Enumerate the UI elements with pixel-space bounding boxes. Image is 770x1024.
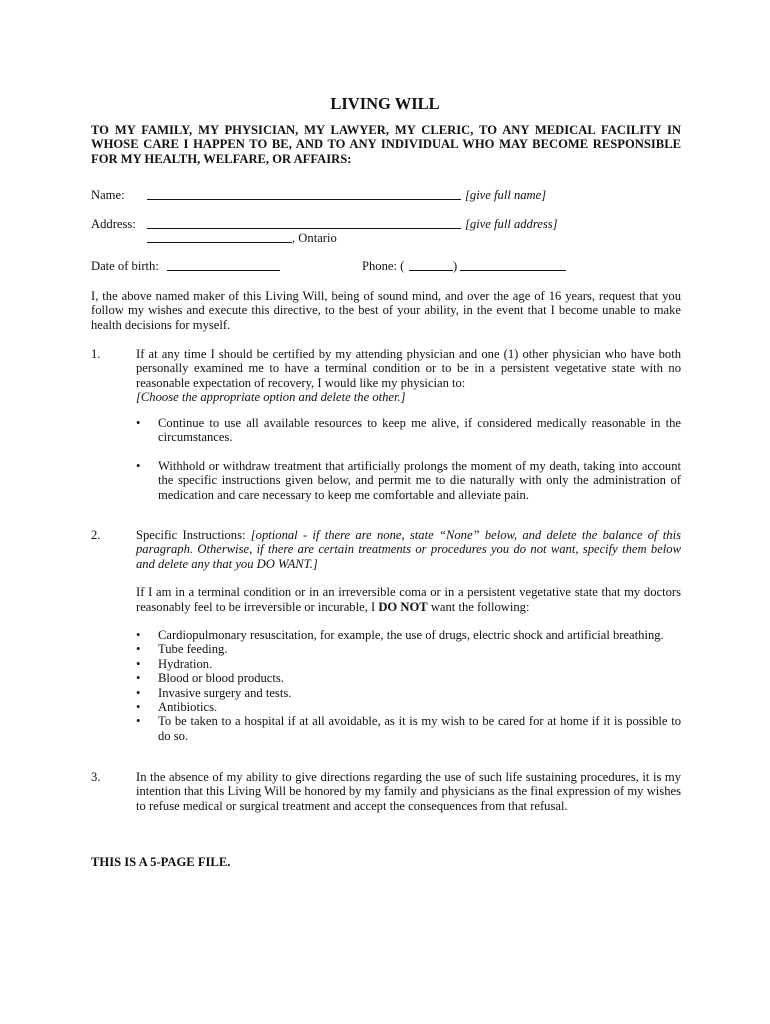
option-item <box>136 459 681 502</box>
list-item <box>136 657 681 671</box>
section-1-body: If at any time I should be certified by my attending physician and one (1) other physician who have both personally examined me to have a terminal condition or to be in a persistent vegetative state with no reasonable expectation of recovery, I would like my physician to: <box>136 347 681 390</box>
option-text: Continue to use all available resources to keep me alive, if considered medically reasonable in the circumstances. <box>158 416 681 445</box>
section-3-text: In the absence of my ability to give directions regarding the use of such life sustaining procedures, it is my intention that this Living Will be honored by my family and physicians as the final expression of my wishes to refuse medical or surgical treatment and accept the consequences from that refusal. <box>136 770 681 813</box>
phone-number-field[interactable] <box>460 270 566 271</box>
section-1-text <box>136 347 681 405</box>
option-item <box>136 416 681 445</box>
address-hint: [give full address] <box>465 217 558 231</box>
intro-paragraph: I, the above named maker of this Living Will, being of sound mind, and over the age of 16 years, request that you follow my wishes and execute this directive, to the best of your ability, in the event that I become unable to make health decisions for myself. <box>91 289 681 332</box>
address-field-line2[interactable] <box>147 242 292 243</box>
section-2-header <box>136 528 681 571</box>
list-item <box>136 642 681 656</box>
phone-label: Phone: ( <box>362 259 405 273</box>
dob-field[interactable] <box>167 270 280 271</box>
bullet-icon: • <box>136 642 141 657</box>
list-item <box>136 671 681 685</box>
list-item-text: Antibiotics. <box>158 700 218 715</box>
document-title: LIVING WILL <box>330 94 440 113</box>
section-2-label: Specific Instructions: <box>136 528 251 542</box>
list-item-text: Cardiopulmonary resuscitation, for example, the use of drugs, electric shock and artificial breathing. <box>158 628 664 642</box>
name-field[interactable] <box>147 199 461 200</box>
bullet-icon: • <box>136 671 141 686</box>
condition-text-end: want the following: <box>427 599 530 614</box>
address-field-line1[interactable] <box>147 228 461 229</box>
bullet-icon: • <box>136 656 141 671</box>
list-item <box>136 628 681 642</box>
address-label: Address: <box>91 217 136 231</box>
salutation: TO MY FAMILY, MY PHYSICIAN, MY LAWYER, MY CLERIC, TO ANY MEDICAL FACILITY IN WHOSE CARE I HAPPEN TO BE, AND TO ANY INDIVIDUAL WHO MAY BECOME RESPONSIBLE FOR MY HEALTH, WELFARE, OR AFFAIRS: <box>91 123 681 166</box>
section-2-condition <box>136 585 681 614</box>
condition-emphasis: DO NOT <box>378 599 428 614</box>
phone-area-code-field[interactable] <box>409 270 453 271</box>
list-item <box>136 714 681 743</box>
bullet-icon: • <box>136 700 141 715</box>
section-3-number: 3. <box>91 770 101 784</box>
section-1-instruction: [Choose the appropriate option and delete the other.] <box>136 390 406 405</box>
province-text: , Ontario <box>292 231 337 245</box>
bullet-icon: • <box>136 628 141 642</box>
bullet-icon: • <box>136 458 141 473</box>
page-count-note: THIS IS A 5-PAGE FILE. <box>91 855 231 869</box>
option-text: Withhold or withdraw treatment that artificially prolongs the moment of my death, taking into account the specific instructions given below, and permit me to die naturally with only the administration of medication and care necessary to keep me comfortable and alleviate pain. <box>158 458 681 502</box>
name-label: Name: <box>91 188 125 202</box>
list-item-text: Hydration. <box>158 656 213 671</box>
dob-label: Date of birth: <box>91 259 159 273</box>
section-1-number: 1. <box>91 347 101 361</box>
condition-text: If I am in a terminal condition or in an irreversible coma or in a persistent vegetative state that my doctors reasonably feel to be irreversible or incurable, I <box>136 585 681 614</box>
section-2-instruction: [optional - if there are none, state “None” below, and delete the balance of this paragraph. Otherwise, if there are certain treatments or procedures you do not want, specify them below and delete any that you DO WANT.] <box>136 528 681 571</box>
list-item-text: Tube feeding. <box>158 642 228 657</box>
section-2-text <box>136 528 681 614</box>
list-item <box>136 700 681 714</box>
section-1-options <box>136 416 681 502</box>
list-item-text: To be taken to a hospital if at all avoidable, as it is my wish to be cared for at home if it is possible to do so. <box>158 714 681 743</box>
phone-paren: ) <box>453 259 458 273</box>
section-2-list <box>136 628 681 743</box>
list-item-text: Blood or blood products. <box>158 671 284 686</box>
name-hint: [give full name] <box>465 188 547 202</box>
bullet-icon: • <box>136 714 141 729</box>
list-item <box>136 686 681 700</box>
list-item-text: Invasive surgery and tests. <box>158 685 292 700</box>
section-2-number: 2. <box>91 528 101 542</box>
bullet-icon: • <box>136 685 141 700</box>
bullet-icon: • <box>136 416 141 430</box>
